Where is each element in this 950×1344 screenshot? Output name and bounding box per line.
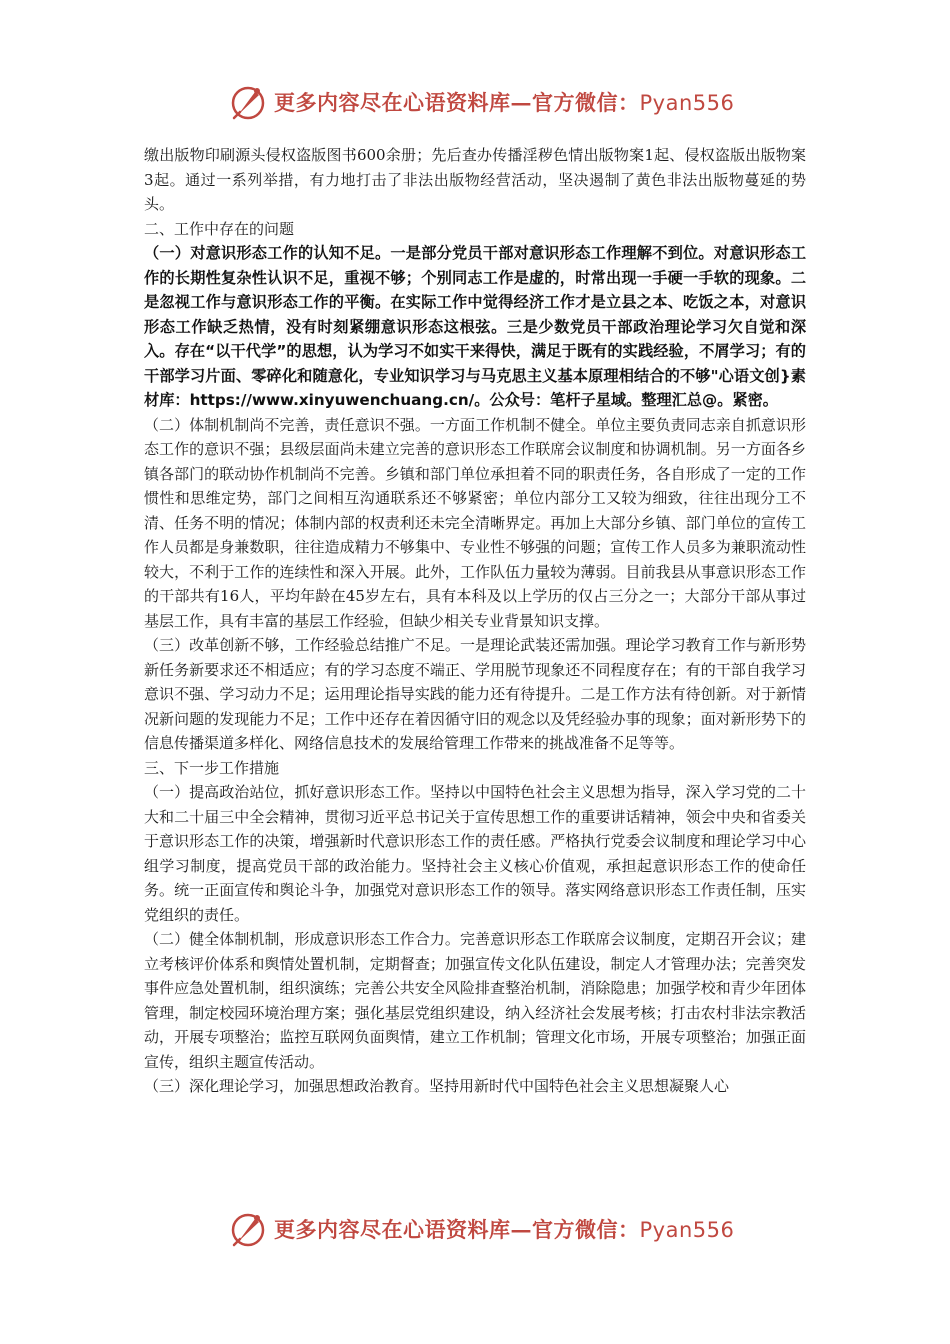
paragraph: （三）深化理论学习，加强思想政治教育。坚持用新时代中国特色社会主义思想凝聚人心 [144,1077,730,1095]
banner-text: 更多内容尽在心语资料库—官方微信：Pyan556 [274,90,735,115]
section-heading: 三、下一步工作措施 [144,758,280,777]
paragraph: （三）改革创新不够，工作经验总结推广不足。一是理论武装还需加强。理论学习教育工作与新形势新任务新要求还不相适应；有的学习态度不端正、学用脱节现象还不同程度存在；有的干部自我学习意识不强、学习动力不足；运用理论指导实践的能力还有待提升。二是工作方法有待创新。对于新情况新问题的发现能力不足；工作中还存在着因循守旧的观念以及凭经验办事的现象；面对新形势下的信息传播渠道多样化、网络信息技术的发展给管理工作带来的挑战准备不足等等。 [144,636,806,752]
section-heading: 二、工作中存在的问题 [144,219,295,238]
paragraph: （二）健全体制机制，形成意识形态工作合力。完善意识形态工作联席会议制度，定期召开会议；建立考核评价体系和舆情处置机制，定期督查；加强宣传文化队伍建设，制定人才管理办法；完善突发事件应急处置机制，组织演练；完善公共安全风险排查整治机制，消除隐患；加强学校和青少年团体管理，制定校园环境治理方案；强化基层党组织建设，纳入经济社会发展考核；打击农村非法宗教活动，开展专项整治；监控互联网负面舆情，建立工作机制；管理文化市场，开展专项整治；加强正面宣传，组织主题宣传活动。 [144,930,806,1071]
wechat-handle: Pyan556 [639,1218,735,1242]
paragraph: （一）提高政治站位，抓好意识形态工作。坚持以中国特色社会主义思想为指导，深入学习党的二十大和二十届三中全会精神，贯彻习近平总书记关于宣传思想工作的重要讲话精神，领会中央和省委关于意识形态工作的决策，增强新时代意识形态工作的责任感。严格执行党委会议制度和理论学习中心组学习制度，提高党员干部的政治能力。坚持社会主义核心价值观，承担起意识形态工作的使命任务。统一正面宣传和舆论斗争，加强党对意识形态工作的领导。落实网络意识形态工作责任制，压实党组织的责任。 [144,783,806,924]
quill-pen-icon [228,82,268,122]
paragraph: 缴出版物印刷源头侵权盗版图书600余册；先后查办传播淫秽色情出版物案1起、侵权盗版出版物案3起。通过一系列举措，有力地打击了非法出版物经营活动，坚决遏制了黄色非法出版物蔓延的势头。 [144,146,806,213]
document-body [144,143,806,1099]
banner-text: 更多内容尽在心语资料库—官方微信：Pyan556 [274,1217,735,1242]
wechat-handle: Pyan556 [639,91,735,115]
footer-banner [228,1207,734,1251]
quill-pen-icon [228,1209,268,1249]
paragraph: （二）体制机制尚不完善，责任意识不强。一方面工作机制不健全。单位主要负责同志亲自抓意识形态工作的意识不强；县级层面尚未建立完善的意识形态工作联席会议制度和协调机制。另一方面各乡镇各部门的联动协作机制尚不完善。乡镇和部门单位承担着不同的职责任务，各自形成了一定的工作惯性和思维定势，部门之间相互沟通联系还不够紧密；单位内部分工又较为细致，往往出现分工不清、任务不明的情况；体制内部的权责利还未完全清晰界定。再加上大部分乡镇、部门单位的宣传工作人员都是身兼数职，往往造成精力不够集中、专业性不够强的问题；宣传工作人员多为兼职流动性较大，不利于工作的连续性和深入开展。此外，工作队伍力量较为薄弱。目前我县从事意识形态工作的干部共有16人，平均年龄在45岁左右，具有本科及以上学历的仅占三分之一；大部分干部从事过基层工作，具有丰富的基层工作经验，但缺少相关专业背景知识支撑。 [144,415,806,630]
header-banner [228,80,734,124]
paragraph-bold: （一）对意识形态工作的认知不足。一是部分党员干部对意识形态工作理解不到位。对意识形态工作的长期性复杂性认识不足，重视不够；个别同志工作是虚的，时常出现一手硬一手软的现象。二是忽视工作与意识形态工作的平衡。在实际工作中觉得经济工作才是立县之本、吃饭之本，对意识形态工作缺乏热情，没有时刻紧绷意识形态这根弦。三是少数党员干部政治理论学习欠自觉和深入。存在“以干代学”的思想，认为学习不如实干来得快，满足于既有的实践经验，不屑学习；有的干部学习片面、零碎化和随意化，专业知识学习与马克思主义基本原理相结合的不够"心语文创}素材库：https://www.xinyuwenchuang.cn/。公众号：笔杆子星域。整理汇总@。紧密。 [144,244,806,409]
